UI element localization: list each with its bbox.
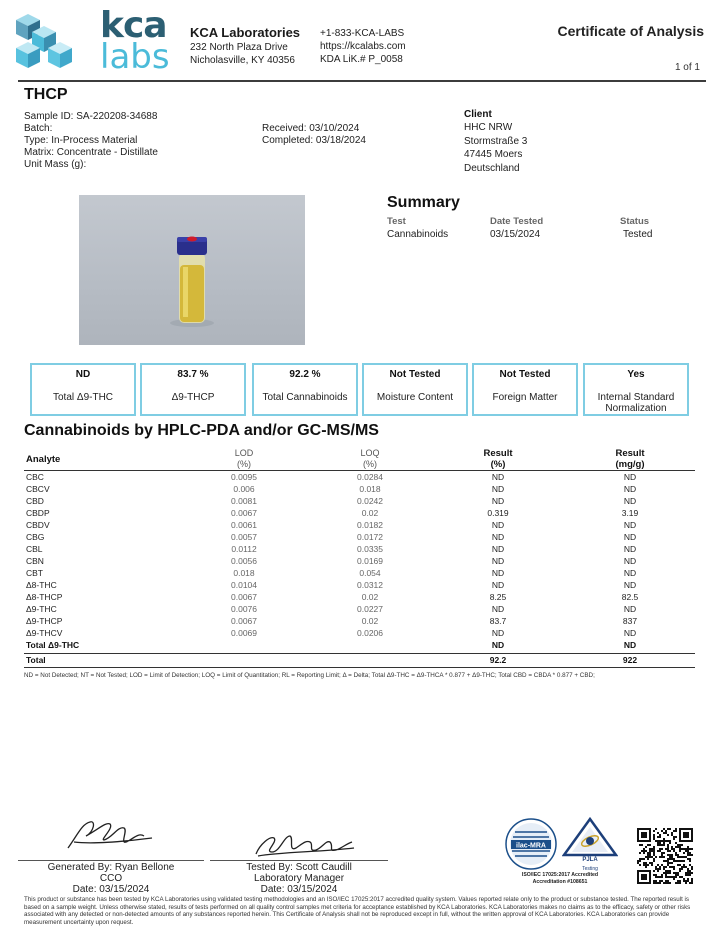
box-label: Foreign Matter: [492, 392, 558, 403]
table-row: CBL 0.0112 0.0335 ND ND: [26, 544, 637, 554]
col-result-mg-unit: (mg/g): [615, 459, 645, 470]
col-loq: LOQ: [360, 448, 380, 458]
signature-ryan-bellone-icon: [60, 814, 160, 858]
lab-address-line2: Nicholasville, KY 40356: [190, 55, 295, 66]
box-foreign-matter: [472, 363, 578, 416]
box-value: Not Tested: [499, 369, 551, 380]
signer-2: [210, 862, 388, 895]
box-value: Yes: [627, 369, 645, 380]
table-row: Δ9-THCV 0.0069 0.0206 ND ND: [26, 628, 637, 638]
summary-test: Cannabinoids: [387, 229, 449, 240]
received-date: Received: 03/10/2024: [262, 123, 360, 134]
box-value: ND: [75, 369, 91, 380]
lab-phone: +1-833-KCA-LABS: [320, 28, 405, 39]
sample-vial-icon: [79, 195, 305, 345]
summary-header-date: Date Tested: [490, 216, 544, 227]
document-title: Certificate of Analysis: [557, 23, 704, 39]
signer-2-date: Date: 03/15/2024: [260, 884, 338, 895]
summary-header-test: Test: [387, 216, 406, 227]
box-label: Moisture Content: [376, 392, 454, 403]
box-total-d9-thc: [30, 363, 136, 416]
iso-line-2: Accreditation #108651: [532, 878, 588, 885]
logo-wordmark-top: kca: [100, 5, 167, 46]
box-label: Internal Standard Normalization: [597, 392, 675, 414]
sample-type: Type: In-Process Material: [24, 135, 138, 146]
signature-scott-caudill-icon: [250, 822, 360, 862]
box-value: Not Tested: [389, 369, 441, 380]
box-label: Δ9-THCP: [171, 392, 215, 403]
table-row-total: Total 92.2 922: [26, 655, 638, 665]
summary-title: Summary: [387, 194, 460, 211]
sample-id: Sample ID: SA-220208-34688: [24, 111, 158, 122]
table-row: CBG 0.0057 0.0172 ND ND: [26, 532, 637, 542]
pjla-text: PJLA: [582, 857, 598, 863]
table-row: CBC 0.0095 0.0284 ND ND: [26, 472, 637, 482]
header-divider: [18, 80, 706, 82]
box-d9-thcp: [140, 363, 246, 416]
summary-status: Tested: [623, 229, 653, 240]
table-row: Δ9-THCP 0.0067 0.02 83.7 837: [26, 616, 638, 626]
col-result-pct-unit: (%): [490, 459, 506, 470]
client-name: HHC NRW: [464, 122, 513, 133]
table-footnote: ND = Not Detected; NT = Not Tested; LOD = Limit of Detection; LOQ = Limit of Quantitation; RL = Reporting Limit; Δ = Delta; Total Δ9-THC = Δ9-THCA * 0.877 + Δ9-THC; Total CBD = CBDA * 0.877 + CBD;: [24, 672, 595, 679]
ilac-text: ilac-MRA: [516, 842, 546, 850]
signer-2-title: Laboratory Manager: [253, 873, 345, 884]
total-divider: [24, 653, 695, 654]
box-label: Total Δ9-THC: [52, 392, 114, 403]
qr-code-icon[interactable]: [637, 828, 693, 884]
lab-website[interactable]: https://kcalabs.com: [320, 41, 406, 52]
box-value: 92.2 %: [289, 369, 321, 380]
ilac-mra-seal-icon: [505, 818, 557, 870]
sample-unit-mass: Unit Mass (g):: [24, 159, 87, 170]
signature-line-1: [18, 860, 204, 861]
col-result-mg: Result: [615, 448, 645, 459]
signer-1-title: CCO: [99, 873, 123, 884]
signer-1: [18, 862, 204, 895]
signer-1-date: Date: 03/15/2024: [72, 884, 150, 895]
box-internal-standard: [583, 363, 689, 416]
box-moisture-content: [362, 363, 468, 416]
lab-address-line1: 232 North Plaza Drive: [190, 42, 288, 53]
col-lod-unit: (%): [237, 459, 251, 469]
client-city: 47445 Moers: [464, 149, 523, 160]
client-street: Stormstraße 3: [464, 136, 528, 147]
signer-1-name: Generated By: Ryan Bellone: [47, 862, 175, 873]
completed-date: Completed: 03/18/2024: [262, 135, 366, 146]
table-row: CBCV 0.006 0.018 ND ND: [26, 484, 637, 494]
table-row: Δ8-THC 0.0104 0.0312 ND ND: [26, 580, 637, 590]
table-row-total-d9-thc: Total Δ9-THC ND ND: [26, 640, 637, 650]
sample-matrix: Matrix: Concentrate - Distillate: [24, 147, 158, 158]
page-number: 1 of 1: [674, 62, 700, 73]
client-country: Deutschland: [464, 163, 520, 174]
summary-date: 03/15/2024: [490, 229, 541, 240]
table-row: Δ8-THCP 0.0067 0.02 8.25 82.5: [26, 592, 639, 602]
table-row: CBD 0.0081 0.0242 ND ND: [26, 496, 637, 506]
box-value: 83.7 %: [177, 369, 209, 380]
table-row: CBN 0.0056 0.0169 ND ND: [26, 556, 637, 566]
signer-2-name: Tested By: Scott Caudill: [246, 862, 352, 873]
disclaimer-text: This product or substance has been tested by KCA Laboratories using validated testing methodologies and an ISO/IEC 17025:2017 accredited quality system. Values reported relate only to the product or substance tested. The reported result is based on a sample weight. Unless otherwise stated, results of tests performed on all quality control samples met criteria for acceptance established by KCA Laboratories. KCA Laboratories makes no claims as to the efficacy, safety or other risks associated with any detected or non-detected amounts of any substances reported herein. This Certificate of Analysis shall not be reproduced except in full, without the written approval of KCA Laboratories. KCA Laboratories can provide measurement uncertainty upon request.: [24, 896, 691, 926]
pjla-subtext: Testing: [582, 866, 598, 872]
col-lod: LOD: [234, 448, 254, 458]
section-title: Cannabinoids by HPLC-PDA and/or GC-MS/MS: [24, 422, 379, 439]
lab-name: KCA Laboratories: [190, 25, 301, 40]
col-loq-unit: (%): [363, 459, 377, 469]
table-bottom-divider: [24, 667, 695, 668]
table-row: CBDV 0.0061 0.0182 ND ND: [26, 520, 637, 530]
box-total-cannabinoids: [252, 363, 358, 416]
sample-batch: Batch:: [24, 123, 53, 134]
sample-photo: [79, 195, 305, 345]
product-name: THCP: [24, 86, 68, 103]
lab-license: KDA LiK.# P_0058: [320, 54, 403, 65]
signature-line-2: [210, 860, 388, 861]
table-row: Δ9-THC 0.0076 0.0227 ND ND: [26, 604, 637, 614]
client-heading: Client: [464, 109, 492, 120]
box-label: Total Cannabinoids: [262, 392, 348, 403]
iso-line-1: ISO/IEC 17025:2017 Accredited: [521, 872, 599, 878]
pjla-seal-icon: [562, 817, 618, 865]
table-body: [0, 472, 720, 672]
table-row: CBDP 0.0067 0.02 0.319 3.19: [26, 508, 639, 518]
summary-header-status: Status: [620, 216, 650, 227]
table-row: CBT 0.018 0.054 ND ND: [26, 568, 637, 578]
logo-wordmark-bottom: labs: [100, 37, 170, 77]
kca-logo-cubes-icon: [14, 12, 90, 74]
col-analyte: Analyte: [26, 454, 61, 465]
col-result-pct: Result: [483, 448, 513, 459]
table-header-divider: [24, 470, 695, 471]
iso-accreditation: [500, 872, 620, 885]
